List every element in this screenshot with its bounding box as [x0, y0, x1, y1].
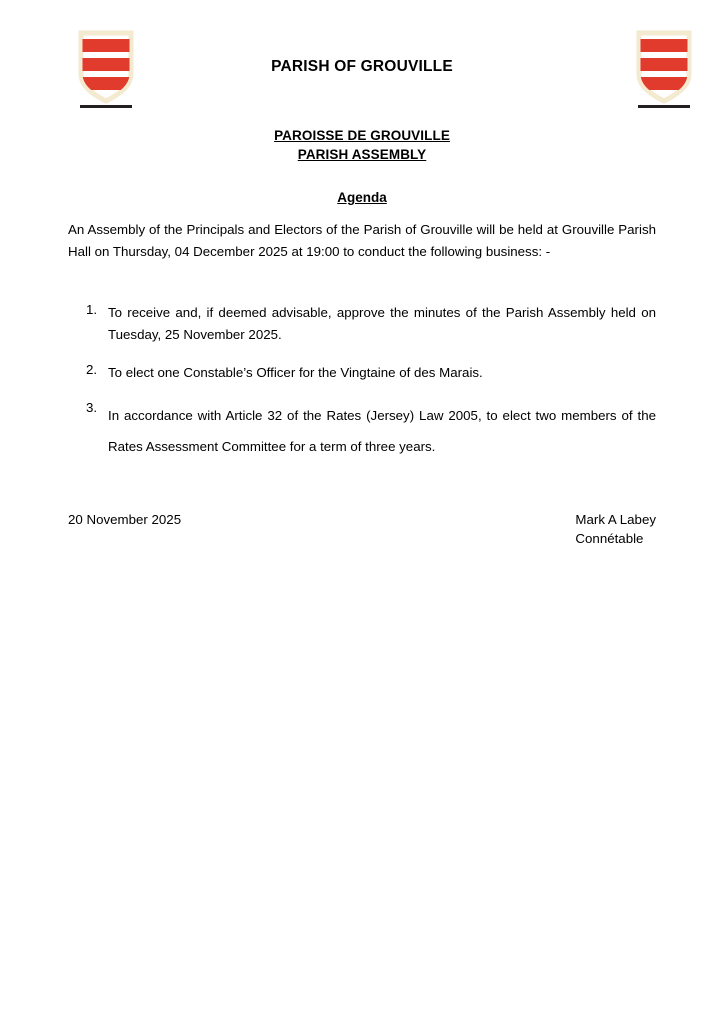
crest-underline-rule-right: [638, 105, 690, 108]
signature-block: [575, 510, 656, 548]
subtitle-line-french: PAROISSE DE GROUVILLE: [274, 128, 450, 143]
agenda-item-text: To receive and, if deemed advisable, approve the minutes of the Parish Assembly held on Tuesday, 25 November 2025.: [108, 305, 656, 342]
agenda-item: [68, 362, 656, 384]
agenda-item-number: 3.: [86, 400, 98, 415]
subtitle-line-english: PARISH ASSEMBLY: [297, 147, 427, 162]
agenda-item-number: 1.: [86, 302, 98, 317]
agenda-item-text: To elect one Constable’s Officer for the Vingtaine of des Marais.: [108, 365, 483, 380]
section-heading-agenda: Agenda: [337, 190, 387, 205]
signatory-name: Mark A Labey: [575, 512, 656, 527]
agenda-item-text: In accordance with Article 32 of the Rates (Jersey) Law 2005, to elect two members of the Rates Assessment Committee for a term of three years.: [108, 408, 656, 454]
page-title: PARISH OF GROUVILLE: [271, 58, 453, 75]
agenda-item-number: 2.: [86, 362, 98, 377]
crest-underline-rule-left: [80, 105, 132, 108]
footer-date: 20 November 2025: [68, 512, 182, 527]
agenda-list: [68, 302, 656, 462]
intro-paragraph: An Assembly of the Principals and Electors of the Parish of Grouville will be held at Grouville Parish Hall on Thursday, 04 December 2025 at 19:00 to conduct the following business: -: [68, 222, 656, 259]
subtitle-block: [0, 126, 724, 164]
signatory-role: Connétable: [575, 531, 644, 546]
document-footer: [68, 510, 656, 548]
agenda-item: [68, 400, 656, 462]
agenda-item: [68, 302, 656, 346]
